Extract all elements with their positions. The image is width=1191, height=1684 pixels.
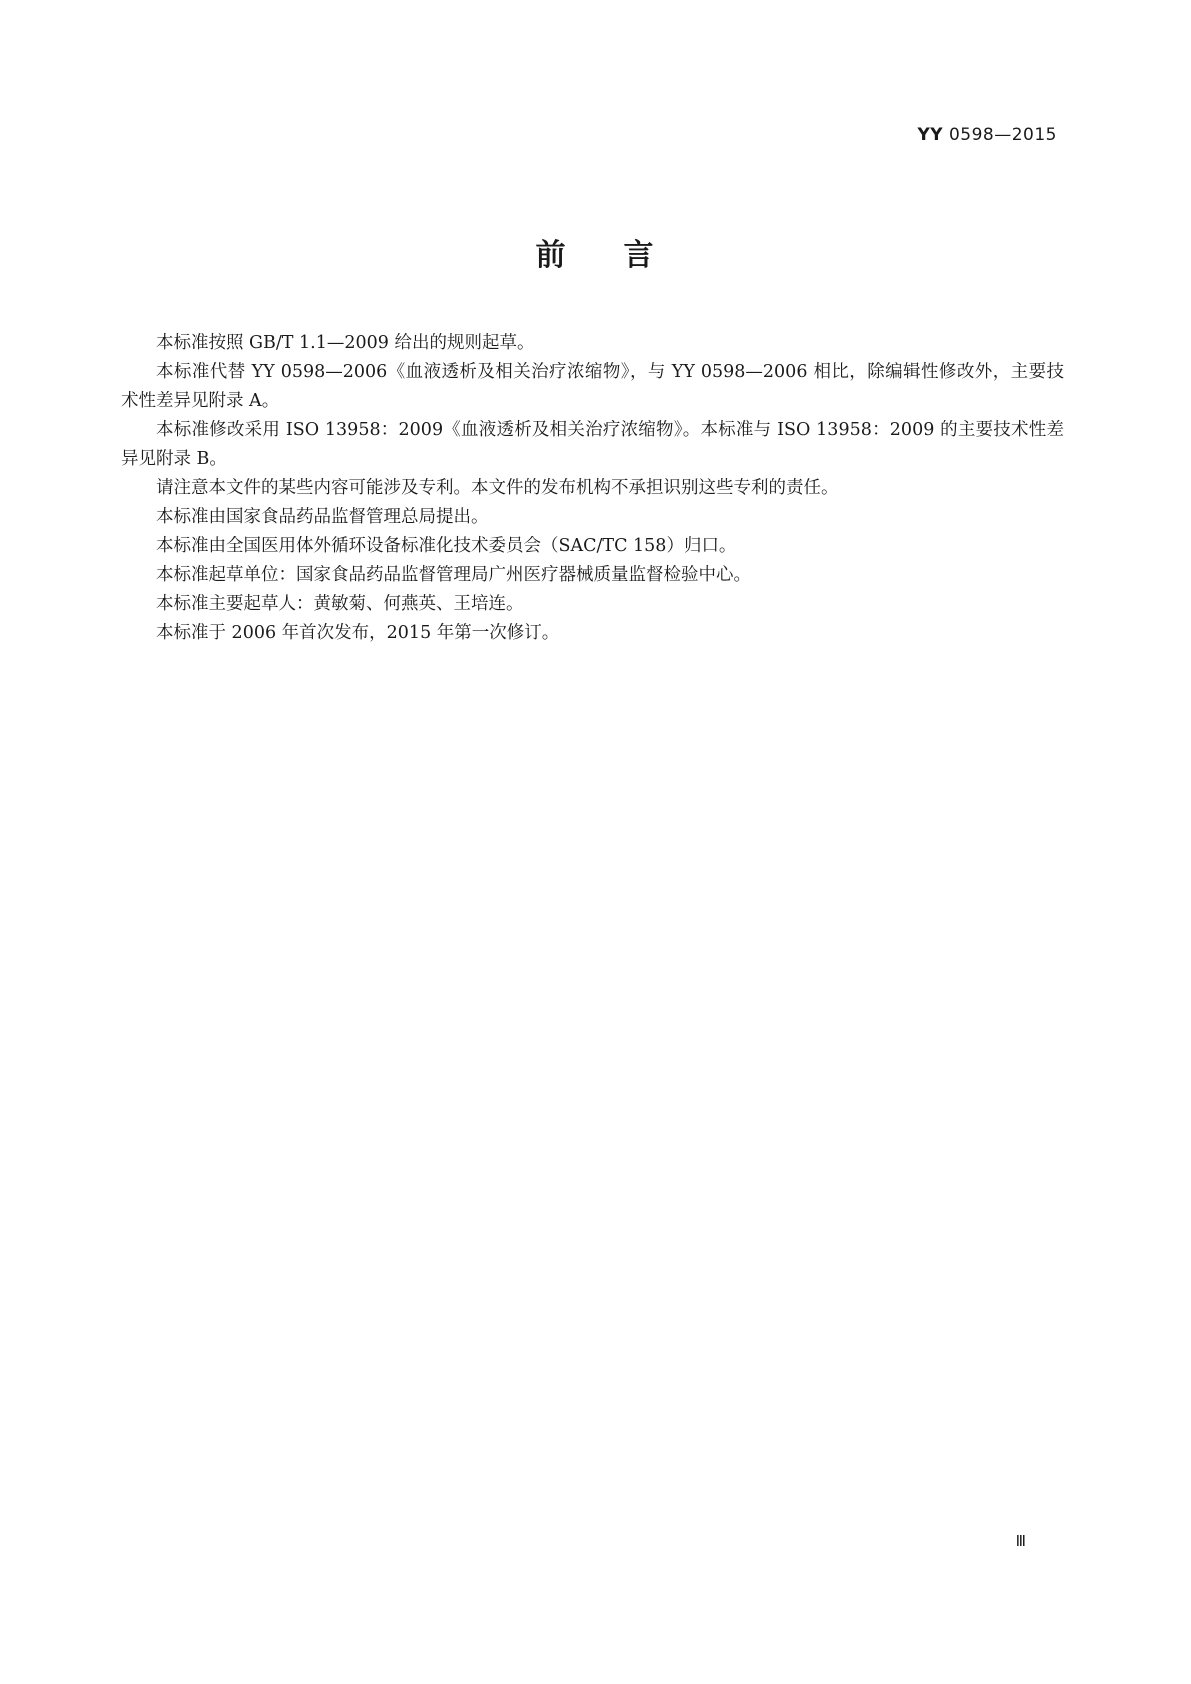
- paragraph-replaces: 本标准代替 YY 0598—2006《血液透析及相关治疗浓缩物》，与 YY 0598—2006 相比，除编辑性修改外，主要技术性差异见附录 A。: [121, 362, 1064, 411]
- title-char-2: 言: [623, 238, 656, 273]
- standard-number: 0598—2015: [948, 125, 1057, 145]
- paragraph-drafters: 本标准主要起草人：黄敏菊、何燕英、王培连。: [156, 594, 524, 614]
- paragraph-drafting-organization: 本标准起草单位：国家食品药品监督管理局广州医疗器械质量监督检验中心。: [156, 565, 751, 585]
- paragraph-adoption: 本标准修改采用 ISO 13958：2009《血液透析及相关治疗浓缩物》。本标准与 ISO 13958：2009 的主要技术性差异见附录 B。: [121, 420, 1064, 469]
- paragraph-publication-history: 本标准于 2006 年首次发布，2015 年第一次修订。: [156, 623, 560, 643]
- foreword-body: [121, 329, 1064, 648]
- paragraph-proposed-by: 本标准由国家食品药品监督管理总局提出。: [156, 507, 489, 527]
- title-char-1: 前: [535, 238, 568, 273]
- paragraph-patent-notice: 请注意本文件的某些内容可能涉及专利。本文件的发布机构不承担识别这些专利的责任。: [156, 478, 839, 498]
- paragraph-technical-committee: 本标准由全国医用体外循环设备标准化技术委员会（SAC/TC 158）归口。: [156, 536, 737, 556]
- document-number: [917, 125, 1057, 145]
- standard-code: YY: [917, 125, 944, 145]
- page-number: Ⅲ: [1015, 1532, 1025, 1550]
- page-title: [0, 230, 1191, 274]
- paragraph-drafting-rules: 本标准按照 GB/T 1.1—2009 给出的规则起草。: [156, 333, 535, 353]
